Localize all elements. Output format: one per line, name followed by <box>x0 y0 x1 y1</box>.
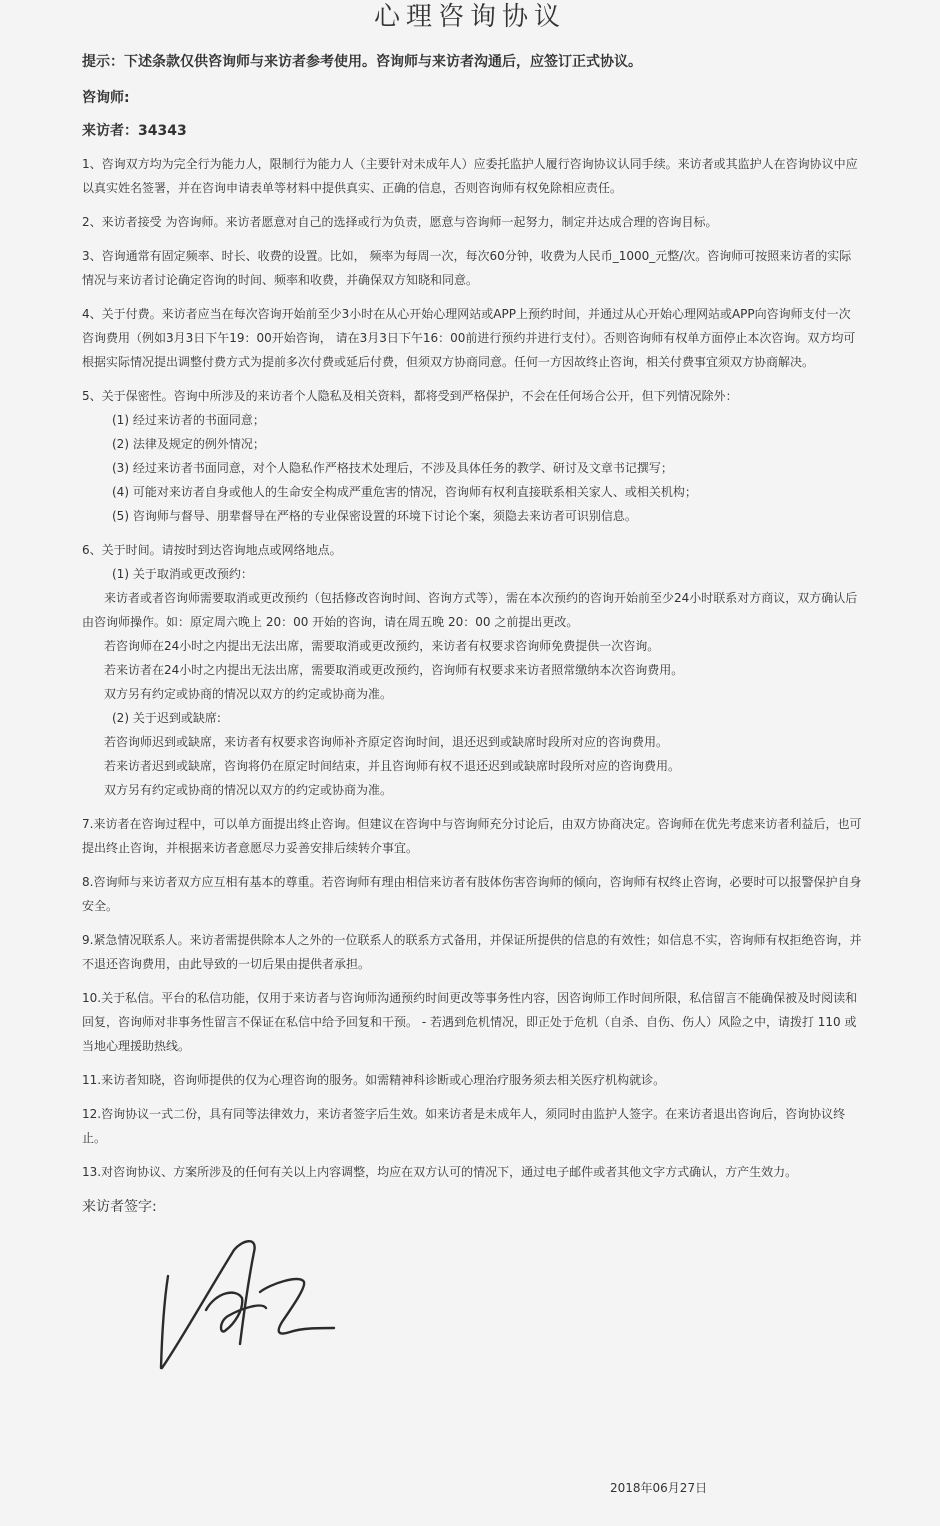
clause-3: 3、咨询通常有固定频率、时长、收费的设置。比如， 频率为每周一次，每次60分钟，收费为人民币_1000_元整/次。咨询师可按照来访者的实际情况与来访者讨论确定咨询的时间、频率和收费，并确保双方知晓和同意。 <box>82 249 852 287</box>
clause-8: 8.咨询师与来访者双方应互相有基本的尊重。若咨询师有理由相信来访者有肢体伤害咨询师的倾向，咨询师有权终止咨询，必要时可以报警保护自身安全。 <box>82 875 862 913</box>
clause-6-cancel-line-1: 若咨询师在24小时之内提出无法出席，需要取消或更改预约，来访者有权要求咨询师免费提供一次咨询。 <box>104 639 660 653</box>
signature-label: 来访者签字: <box>82 1199 157 1215</box>
clause-5-item-1: (1) 经过来访者的书面同意； <box>112 413 265 427</box>
clause-6: 6、关于时间。请按时到达咨询地点或网络地点。 <box>82 543 342 557</box>
clause-10: 10.关于私信。平台的私信功能，仅用于来访者与咨询师沟通预约时间更改等事务性内容，因咨询师工作时间所限，私信留言不能确保被及时阅读和回复，咨询师对非事务性留言不保证在私信中给予回复和干预。 - 若遇到危机情况，即正处于危机（自杀、自伤、伤人）风险之中，请拨打 110 或当地心理援助热线。 <box>82 991 858 1053</box>
clause-5: 5、关于保密性。咨询中所涉及的来访者个人隐私及相关资料，都将受到严格保护，不会在任何场合公开，但下列情况除外： <box>82 389 738 403</box>
clause-5-item-4: (4) 可能对来访者自身或他人的生命安全构成严重危害的情况，咨询师有权利直接联系相关家人、或相关机构； <box>112 485 697 499</box>
clause-6-cancel-text: 来访者或者咨询师需要取消或更改预约（包括修改咨询时间、咨询方式等），需在本次预约的咨询开始前至少24小时联系对方商议，双方确认后由咨询师操作。如：原定周六晚上 20：00 开始的咨询，请在周五晚 20：00 之前提出更改。 <box>82 591 858 629</box>
clause-5-item-3: (3) 经过来访者书面同意，对个人隐私作严格技术处理后，不涉及具体任务的教学、研讨及文章书记撰写； <box>112 461 673 475</box>
clause-6-cancel-line-3: 双方另有约定或协商的情况以双方的约定或协商为准。 <box>104 687 393 701</box>
document-title: 心理咨询协议 <box>373 2 566 32</box>
counselor-field: 咨询师: <box>82 90 130 106</box>
clause-6-cancel-line-2: 若来访者在24小时之内提出无法出席，需要取消或更改预约，咨询师有权要求来访者照常缴纳本次咨询费用。 <box>104 663 684 677</box>
clause-6-late-line-1: 若咨询师迟到或缺席，来访者有权要求咨询师补齐原定咨询时间，退还迟到或缺席时段所对应的咨询费用。 <box>104 735 669 749</box>
agreement-body <box>82 152 862 1194</box>
clause-6-late-line-2: 若来访者迟到或缺席，咨询将仍在原定时间结束，并且咨询师有权不退还迟到或缺席时段所对应的咨询费用。 <box>104 759 681 773</box>
notice-text: 提示：下述条款仅供咨询师与来访者参考使用。咨询师与来访者沟通后，应签订正式协议。 <box>82 54 642 70</box>
clause-9: 9.紧急情况联系人。来访者需提供除本人之外的一位联系人的联系方式备用，并保证所提供的信息的有效性；如信息不实，咨询师有权拒绝咨询，并不退还咨询费用，由此导致的一切后果由提供者承担。 <box>82 933 862 971</box>
clause-12: 12.咨询协议一式二份，具有同等法律效力，来访者签字后生效。如来访者是未成年人，须同时由监护人签字。在来访者退出咨询后，咨询协议终止。 <box>82 1107 846 1145</box>
handwritten-signature <box>150 1232 350 1382</box>
clause-5-item-5: (5) 咨询师与督导、朋辈督导在严格的专业保密设置的环境下讨论个案，须隐去来访者可识别信息。 <box>112 509 637 523</box>
clause-11: 11.来访者知晓，咨询师提供的仅为心理咨询的服务。如需精神科诊断或心理治疗服务须去相关医疗机构就诊。 <box>82 1073 666 1087</box>
clause-6-late-title: (2) 关于迟到或缺席: <box>112 711 221 725</box>
clause-6-cancel-title: (1) 关于取消或更改预约： <box>112 567 253 581</box>
visitor-field: 来访者：34343 <box>82 123 187 139</box>
clause-13: 13.对咨询协议、方案所涉及的任何有关以上内容调整，均应在双方认可的情况下，通过电子邮件或者其他文字方式确认，方产生效力。 <box>82 1165 798 1179</box>
clause-1: 1、咨询双方均为完全行为能力人，限制行为能力人（主要针对未成年人）应委托监护人履行咨询协议认同手续。来访者或其监护人在咨询协议中应以真实姓名签署，并在咨询申请表单等材料中提供真实、正确的信息，否则咨询师有权免除相应责任。 <box>82 157 858 195</box>
clause-2: 2、来访者接受 为咨询师。来访者愿意对自己的选择或行为负责，愿意与咨询师一起努力，制定并达成合理的咨询目标。 <box>82 215 718 229</box>
clause-6-late-line-3: 双方另有约定或协商的情况以双方的约定或协商为准。 <box>104 783 393 797</box>
signature-date: 2018年06月27日 <box>610 1481 708 1495</box>
clause-5-item-2: (2) 法律及规定的例外情况； <box>112 437 265 451</box>
clause-4: 4、关于付费。来访者应当在每次咨询开始前至少3小时在从心开始心理网站或APP上预约时间，并通过从心开始心理网站或APP向咨询师支付一次咨询费用（例如3月3日下午19：00开始咨询， 请在3月3日下午16：00前进行预约并进行支付）。否则咨询师有权单方面停止本次咨询。双方均可根据实际情况提出调整付费方式为提前多次付费或延后付费，但须双方协商同意。任何一方因故终止咨询，相关付费事宜须双方协商解决。 <box>82 307 856 369</box>
clause-7: 7.来访者在咨询过程中，可以单方面提出终止咨询。但建议在咨询中与咨询师充分讨论后，由双方协商决定。咨询师在优先考虑来访者利益后，也可提出终止咨询，并根据来访者意愿尽力妥善安排后续转介事宜。 <box>82 817 862 855</box>
